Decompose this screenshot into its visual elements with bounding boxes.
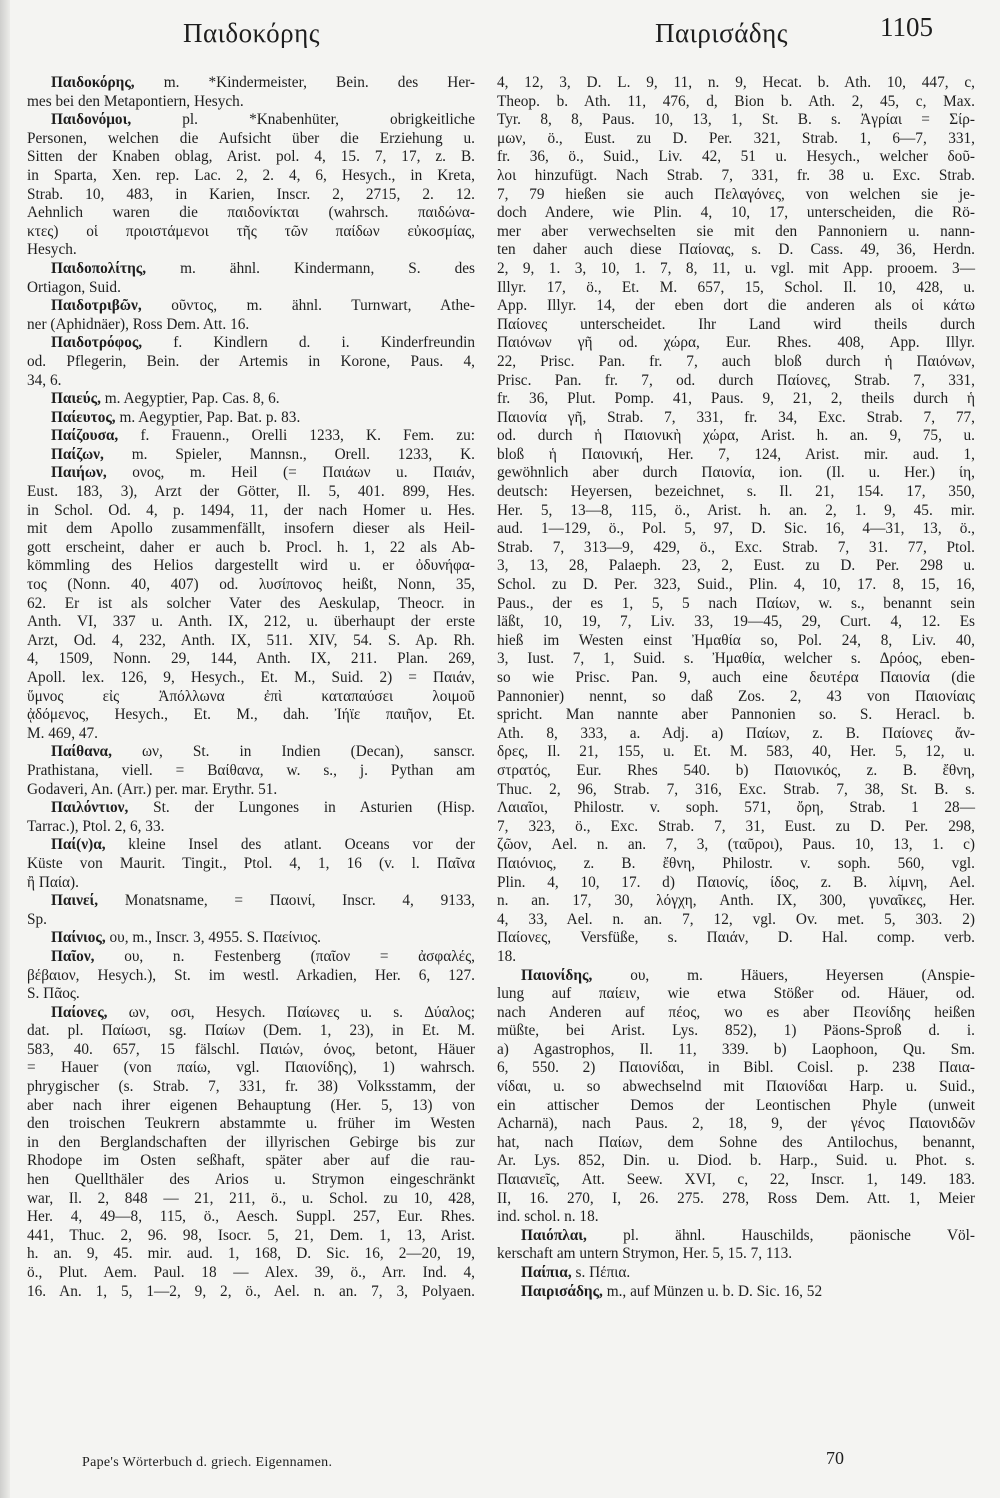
text-line xyxy=(27,1041,475,1060)
text-line xyxy=(27,93,475,112)
text-line xyxy=(497,1022,975,1041)
line-text: δρες, Il. 21, 155, u. Et. M. 583, 40, Her. 5, 12, u. xyxy=(497,743,975,761)
line-text: Küste von Maurit. Tingit., Ptol. 4, 1, 16 (v. l. Παῖνα xyxy=(27,854,475,872)
line-text: II, 16. 270, I, 26. 275. 278, Ross Dem. Att. 1, Meier xyxy=(497,1189,975,1207)
line-text: 18. xyxy=(497,947,517,965)
text-line xyxy=(497,483,975,502)
headword: Παιδοκόρης, xyxy=(51,74,135,91)
text-line xyxy=(27,725,475,744)
line-text: 34, 6. xyxy=(27,371,62,389)
text-line xyxy=(497,929,975,948)
headword: Παῖον, xyxy=(51,947,95,965)
line-text: od. durch ἡ Παιονικὴ χώρα, Arist. h. an. 9, 75, u. xyxy=(497,427,975,445)
line-text: Apoll. lex. 126, 9, Hesych., Et. M., Suid. 2) = Παιάν, xyxy=(27,669,475,686)
text-line xyxy=(27,1171,475,1190)
line-text: Παίονες, Versfüße, s. Παιάν, D. Hal. comp. verb. xyxy=(497,929,975,947)
text-line xyxy=(27,1245,475,1264)
text-line xyxy=(27,148,475,167)
text-line xyxy=(497,279,975,298)
line-text: 16. An. 1, 5, 1—2, 9, 2, ö., Ael. n. an. 7, 3, Polyaen. xyxy=(27,1282,475,1300)
line-text: ονος, m. Heil (= Παιάων u. Παιάν, xyxy=(106,464,475,482)
text-line xyxy=(497,799,975,818)
line-text: βέβαιον, Hesych.), St. im westl. Arkadien, Her. 6, 127. xyxy=(27,966,475,984)
line-text: phrygischer (s. Strab. 7, 331, fr. 38) Volksstamm, der xyxy=(27,1078,475,1096)
headword: Παιδοτριβῶν, xyxy=(51,297,142,315)
text-line xyxy=(497,892,975,911)
text-line xyxy=(27,204,475,223)
line-text: Paus., der es 1, 5, 5 nach Παίων, w. s., benannt sein xyxy=(497,594,975,612)
line-text: kerschaft am untern Strymon, Her. 5, 15. 7, 113. xyxy=(497,1245,793,1263)
headword: Παίζων, xyxy=(51,445,104,463)
text-line xyxy=(497,1171,975,1190)
text-line xyxy=(497,650,975,669)
text-line xyxy=(27,632,475,651)
line-text: νίδαι, u. so abwechselnd mit Παιονίδαι Harp. u. Suid., xyxy=(497,1078,975,1096)
entry-start-line xyxy=(27,427,475,446)
text-line xyxy=(27,130,475,149)
running-head-right: Παιρισάδης xyxy=(655,18,788,48)
line-text: Plin. 4, 10, 17. d) Παιονίς, ίδος, z. B. λίμνη, Ael. xyxy=(497,873,975,891)
line-text: τος (Nonn. 40, 407) od. λυσίπονος heißt, Nonn, 35, xyxy=(27,576,475,594)
text-line xyxy=(27,1190,475,1209)
text-line xyxy=(27,781,475,800)
text-line xyxy=(497,781,975,800)
headword: Παιδοπολίτης, xyxy=(51,259,147,277)
line-text: läßt, 10, 19, 7, Liv. 33, 19—45, 29, Curt. 4, 12. Es xyxy=(497,613,975,631)
line-text: ner (Aphidnäer), Ross Dem. Att. 16. xyxy=(27,315,250,333)
text-line xyxy=(27,1208,475,1227)
line-text: Ortiagon, Suid. xyxy=(27,278,121,296)
text-line xyxy=(497,446,975,465)
text-line xyxy=(497,1041,975,1060)
text-line xyxy=(27,520,475,539)
line-text: Tyr. 8, 8, Paus. 10, 13, 1, St. B. s. Ἀγρίαι = Σίρ- xyxy=(497,111,975,129)
text-line xyxy=(27,502,475,521)
text-line xyxy=(27,279,475,298)
line-text: S. Πᾶος. xyxy=(27,985,80,1003)
text-line xyxy=(497,427,975,446)
text-line xyxy=(497,1152,975,1171)
text-line xyxy=(497,1190,975,1209)
entry-start-line xyxy=(27,446,475,465)
footer-book-title: Pape's Wörterbuch d. griech. Eigennamen. xyxy=(82,1455,333,1470)
line-text: στρατός, Eur. Rhes 540. b) Παιονικός, z. B. ἔθνη, xyxy=(497,761,975,779)
text-line xyxy=(497,576,975,595)
line-text: ᾀδόμενος, Hesych., Et. M., dah. Ἰήϊε παιῆον, Et. xyxy=(27,706,475,724)
line-text: so wie Prisc. Pan. 9, auch eine δευτέρα Παιονία (die xyxy=(497,669,975,686)
line-text: οῦντος, m. ähnl. Turnwart, Athe- xyxy=(141,297,475,315)
line-text: 4, 1509, Nonn. 29, 144, Anth. IX, 211. Plan. 269, xyxy=(27,650,475,668)
text-line xyxy=(497,1097,975,1116)
entry-start-line xyxy=(27,260,475,279)
text-line xyxy=(27,1227,475,1246)
line-text: ων, οσι, Hesych. Παίωνες u. s. Δύαλος; xyxy=(107,1003,475,1021)
line-text: m. Spieler, Mannsn., Orell. 1233, K. xyxy=(103,445,475,463)
line-text: Prathistana, viell. = Βαίθανα, w. s., j. Pythan am xyxy=(27,761,475,779)
text-line xyxy=(27,372,475,391)
text-line xyxy=(27,576,475,595)
line-text: in den Berglandschaften der illyrischen Gebirge bis zur xyxy=(27,1133,475,1151)
line-text: h. an. 9, 45. mir. aud. 1, 168, D. Sic. 16, 2—20, 19, xyxy=(27,1245,475,1263)
text-line xyxy=(497,167,975,186)
headword: Παιδονόμοι, xyxy=(51,111,132,129)
line-text: hieß im Westen einst Ἠμαθία so, Pol. 24, 8, Liv. 40, xyxy=(497,631,975,649)
text-line xyxy=(27,688,475,707)
line-text: den troischen Teukrern abstammte u. früher im Westen xyxy=(27,1115,475,1133)
headword: Παιρισάδης, xyxy=(521,1282,603,1300)
text-line xyxy=(27,1059,475,1078)
text-line xyxy=(497,409,975,428)
entry-start-line xyxy=(27,74,475,93)
text-line xyxy=(497,1078,975,1097)
line-text: a) Agastrophos, Il. 11, 339. b) Laophoon, Qu. Sm. xyxy=(497,1040,975,1058)
line-text: ου, n. Festenberg (παῖον = ἀσφαλές, xyxy=(94,947,475,965)
headword: Παιήων, xyxy=(51,464,107,482)
text-line xyxy=(27,669,475,688)
line-text: 6, 550. 2) Παιονίδαι, in Bibl. Coisl. p. 238 Παια- xyxy=(497,1059,975,1077)
line-text: pl. ähnl. Hauschilds, päonische Völ- xyxy=(586,1226,975,1244)
line-text: s. Πέπια. xyxy=(571,1264,631,1281)
line-text: Tarrac.), Ptol. 2, 6, 33. xyxy=(27,817,165,835)
line-text: Παιονία γῆ, Strab. 7, 331, fr. 34, Exc. Strab. 7, 77, xyxy=(497,408,975,426)
line-text: Illyr. 17, ö., Et. M. 657, 15, Schol. Il. 10, 428, u. xyxy=(497,278,975,296)
line-text: 4, 12, 3, D. L. 9, 11, n. 9, Hecat. b. Ath. 10, 447, c, xyxy=(497,74,975,91)
line-text: mes bei den Metapontiern, Hesych. xyxy=(27,92,244,110)
text-line xyxy=(27,353,475,372)
line-text: 583, 40. 657, 15 fälschl. Παιών, όνος, betont, Häuer xyxy=(27,1040,475,1058)
text-line xyxy=(27,911,475,930)
text-line xyxy=(497,111,975,130)
line-text: doch Andere, wie Plin. 4, 10, 17, unterscheiden, die Rö- xyxy=(497,204,975,222)
text-line xyxy=(497,502,975,521)
text-line xyxy=(27,1152,475,1171)
line-text: Aehnlich waren die παιδονίκται (wahrsch. παιδώνα- xyxy=(27,204,475,222)
line-text: mit dem Apollo zusammenfällt, insofern dieser als Heil- xyxy=(27,520,475,538)
line-text: in Schol. Od. 4, p. 1494, 11, der nach Homer u. Hes. xyxy=(27,501,475,519)
entry-start-line xyxy=(27,464,475,483)
text-line xyxy=(497,186,975,205)
printer-signature-number: 70 xyxy=(826,1448,844,1468)
text-line xyxy=(497,613,975,632)
line-text: ἢ Παία). xyxy=(27,873,79,891)
text-line xyxy=(497,1004,975,1023)
text-line xyxy=(497,706,975,725)
line-text: κτες) οἱ προιστάμενοι τῆς τῶν παίδων εὐκοσμίας, xyxy=(27,222,475,240)
text-line xyxy=(497,316,975,335)
line-text: λοι hinzufügt. Nach Strab. 7, 331, fr. 38 u. Exc. Strab. xyxy=(497,166,975,184)
line-text: ων, St. in Indien (Decan), sanscr. xyxy=(111,743,475,761)
line-text: Παιόνιος, z. B. ἔθνη, Philostr. v. soph. 560, vgl. xyxy=(497,854,975,872)
text-line xyxy=(497,260,975,279)
text-line xyxy=(497,390,975,409)
line-text: ö., Plut. Aem. Paul. 18 — Alex. 39, ö., Arr. Ind. 4, xyxy=(27,1264,475,1281)
line-text: ten daher auch diese Παίονας, s. D. Cass. 49, 36, Herdn. xyxy=(497,241,975,259)
text-line xyxy=(497,1245,975,1264)
line-text: müßte, bei Arist. Lys. 852), 1) Päons-Sproß d. i. xyxy=(497,1022,975,1040)
headword: Παίθανα, xyxy=(51,743,112,761)
line-text: Personen, welchen die Aufsicht über die Erziehung u. xyxy=(27,129,475,147)
line-text: App. Illyr. 14, der eben dort die anderen als οἱ κάτω xyxy=(497,297,975,315)
text-line xyxy=(497,1115,975,1134)
line-text: Pannonier) nennt, so daß Zos. 2, 43 von Παιονίαις xyxy=(497,687,975,705)
text-line xyxy=(497,1134,975,1153)
entry-start-line xyxy=(27,297,475,316)
text-line xyxy=(497,762,975,781)
line-text: f. Kindlern d. i. Kinderfreundin xyxy=(142,334,475,352)
text-line xyxy=(497,669,975,688)
text-line xyxy=(27,1022,475,1041)
line-text: kleine Insel des atlant. Oceans vor der xyxy=(105,836,475,854)
line-text: hen Quellthäler des Arios u. Strymon eingeschränkt xyxy=(27,1171,475,1189)
text-line xyxy=(497,725,975,744)
line-text: Ath. 8, 333, a. Adj. a) Παίων, z. B. Παίονες ἄν- xyxy=(497,724,975,742)
line-text: 2, 9, 1. 3, 10, 1. 7, 8, 11, u. vgl. mit App. prooem. 3— xyxy=(497,259,975,277)
line-text: m. *Kindermeister, Bein. des Her- xyxy=(134,74,475,91)
line-text: 3, Iust. 7, 1, Suid. s. Ἠμαθία, welcher s. Δρόος, eben- xyxy=(497,650,975,668)
entry-start-line xyxy=(27,334,475,353)
line-text: Thuc. 2, 96, Strab. 7, 316, Exc. Strab. 7, 38, St. B. s. xyxy=(497,780,975,798)
line-text: Λαιαῖοι, Philostr. v. soph. 571, ὄρη, Strab. 1 28— xyxy=(497,799,975,817)
headword: Παίζουσα, xyxy=(51,427,119,445)
text-line xyxy=(497,130,975,149)
right-column xyxy=(497,74,975,1301)
text-line xyxy=(27,613,475,632)
text-line xyxy=(27,874,475,893)
line-text: Sitten der Knaben oblag, Arist. pol. 4, 15. 7, 17, z. B. xyxy=(27,148,475,166)
running-head-left: Παιδοκόρης xyxy=(183,18,320,48)
entry-start-line xyxy=(497,1283,975,1302)
text-line xyxy=(497,985,975,1004)
line-text: war, Il. 2, 848 — 21, 211, ö., u. Schol. zu 10, 428, xyxy=(27,1189,475,1207)
line-text: f. Frauenn., Orelli 1233, K. Fem. zu: xyxy=(118,427,475,445)
text-line xyxy=(497,818,975,837)
text-line xyxy=(27,241,475,260)
line-text: 7, 323, ö., Exc. Strab. 7, 31, Eust. zu D. Per. 298, xyxy=(497,817,975,835)
headword: Παινεί, xyxy=(51,892,99,910)
line-text: ind. schol. n. 18. xyxy=(497,1208,599,1226)
text-line xyxy=(497,743,975,762)
text-line xyxy=(27,650,475,669)
text-line xyxy=(27,1134,475,1153)
line-text: 3, 13, 28, Palaeph. 23, 2, Eust. zu D. Per. 298 u. xyxy=(497,557,975,575)
text-line xyxy=(27,223,475,242)
text-line xyxy=(27,1097,475,1116)
text-line xyxy=(497,595,975,614)
text-line xyxy=(27,316,475,335)
page-number: 1105 xyxy=(880,12,933,42)
line-text: 4, 33, Ael. n. an. 7, 12, vgl. Ov. met. 5, 303. 2) xyxy=(497,910,975,928)
line-text: Hesych. xyxy=(27,241,77,259)
entry-start-line xyxy=(27,409,475,428)
headword: Παί(ν)α, xyxy=(51,836,106,854)
line-text: deutsch: Heyersen, bezeichnet, s. Il. 21, 154. 17, 350, xyxy=(497,483,975,501)
line-text: 7, 79 hießen sie auch Πελαγόνες, von welchen sie je- xyxy=(497,185,975,203)
line-text: Godaveri, An. (Arr.) per. mar. Erythr. 51. xyxy=(27,780,278,798)
text-line xyxy=(497,334,975,353)
text-line xyxy=(497,297,975,316)
line-text: nach Anderen auf πέος, wo es aber Πεονίδης heißen xyxy=(497,1003,975,1021)
text-line xyxy=(27,595,475,614)
text-line xyxy=(497,148,975,167)
text-line xyxy=(497,241,975,260)
text-line xyxy=(27,483,475,502)
line-text: od. Pflegerin, Bein. der Artemis in Korone, Paus. 4, xyxy=(27,352,475,370)
text-line xyxy=(27,186,475,205)
line-text: Anth. VI, 337 u. Anth. IX, 212, u. überhaupt der erste xyxy=(27,613,475,631)
line-text: Strab. 10, 483, in Karien, Inscr. 2, 2715, 2. 12. xyxy=(27,185,475,203)
line-text: ein attischer Demos der Leontischen Phyle (unweit xyxy=(497,1096,975,1114)
text-line xyxy=(27,762,475,781)
entry-start-line xyxy=(27,948,475,967)
line-text: St. der Lungones in Asturien (Hisp. xyxy=(128,799,475,817)
text-line xyxy=(497,223,975,242)
line-text: Ar. Lys. 852, Din. u. Diod. b. Harp., Suid. u. Phot. s. xyxy=(497,1152,975,1170)
line-text: spricht. Man nannte aber Pannonien so. S. Heracl. b. xyxy=(497,706,975,724)
line-text: Παιανιεῖς, Att. Seew. XVI, c, 22, Inscr. 1, 149. 183. xyxy=(497,1171,975,1189)
text-line xyxy=(497,632,975,651)
line-text: fr. 36, Plut. Pomp. 41, Paus. 9, 21, 2, theils durch ἡ xyxy=(497,390,975,408)
line-text: 441, Thuc. 2, 96. 98, Isocr. 5, 21, Dem. 1, 13, Arist. xyxy=(27,1226,475,1244)
line-text: Sp. xyxy=(27,910,47,928)
line-text: n. an. 17, 30, λόγχη, Anth. IX, 300, γυναῖκες, Her. xyxy=(497,892,975,910)
line-text: lung auf παίειν, wie etwa Stößer od. Häuer, od. xyxy=(497,985,975,1003)
line-text: ου, m. Häuers, Heyersen (Anspie- xyxy=(592,966,975,984)
entry-start-line xyxy=(27,111,475,130)
entry-start-line xyxy=(27,743,475,762)
entry-start-line xyxy=(27,892,475,911)
text-line xyxy=(497,204,975,223)
line-text: Παίονες unterscheidet. Ihr Land wird theils durch xyxy=(497,315,975,333)
line-text: bloß ἡ Παιονική, Her. 7, 124, Arist. mir. aud. 1, xyxy=(497,445,975,463)
line-text: Strab. 7, 313—9, 429, ö., Exc. Strab. 7, 31. 77, Ptol. xyxy=(497,538,975,556)
headword: Παίνιος, xyxy=(51,929,106,947)
line-text: gewöhnlich aber durch Παιονία, ion. (Il. u. Her.) ίη, xyxy=(497,464,975,482)
line-text: ου, m., Inscr. 3, 4955. S. Παείνιος. xyxy=(105,929,321,947)
text-line xyxy=(27,855,475,874)
line-text: ὕμνος εἰς Ἀπόλλωνα ἐπὶ καταπαύσει λοιμοῦ xyxy=(27,687,475,705)
headword: Παιλόντιον, xyxy=(51,799,129,817)
entry-start-line xyxy=(27,390,475,409)
text-line xyxy=(497,93,975,112)
text-line xyxy=(497,1059,975,1078)
entry-start-line xyxy=(27,1004,475,1023)
line-text: Acharnä), nach Paus. 2, 18, 9, der γένος Παιονιδῶν xyxy=(497,1115,975,1133)
headword: Παιδοτρόφος, xyxy=(51,334,143,352)
headword: Παιονίδης, xyxy=(521,966,593,984)
line-text: Her. 4, 49—8, 115, ö., Aesch. Suppl. 257, Eur. Rhes. xyxy=(27,1208,475,1226)
text-line xyxy=(27,706,475,725)
line-text: dat. pl. Παίωσι, sg. Παίων (Dem. 1, 23), in Et. M. xyxy=(27,1022,475,1040)
text-line xyxy=(27,1264,475,1283)
text-line xyxy=(497,539,975,558)
text-line xyxy=(497,74,975,93)
line-text: fr. 36, ö., Suid., Liv. 42, 51 u. Hesych., welcher δοῦ- xyxy=(497,148,975,166)
line-text: 62. Er ist als solcher Vater des Aeskulap, Theocr. in xyxy=(27,594,475,612)
left-column xyxy=(27,74,475,1301)
line-text: ζῶον, Ael. n. an. 7, 3, (ταῦροι), Paus. 10, 13, 1. c) xyxy=(497,836,975,854)
text-line xyxy=(497,874,975,893)
text-line xyxy=(27,818,475,837)
line-text: m. Aegyptier, Pap. Cas. 8, 6. xyxy=(100,390,280,408)
text-line xyxy=(27,985,475,1004)
line-text: Her. 5, 13—8, 115, ö., Arist. h. an. 2, 1. 9, 45. mir. xyxy=(497,501,975,519)
line-text: μων, ö., Eust. zu D. Per. 321, Strab. 1, 6—7, 331, xyxy=(497,129,975,147)
entry-start-line xyxy=(27,836,475,855)
headword: Παίευτος, xyxy=(51,408,116,426)
text-line xyxy=(27,967,475,986)
text-line xyxy=(497,372,975,391)
line-text: Rhodope im Osten seßhaft, später aber auf die rau- xyxy=(27,1152,475,1170)
entry-start-line xyxy=(497,1264,975,1283)
line-text: M. 469, 47. xyxy=(27,724,98,742)
line-text: m., auf Münzen u. b. D. Sic. 16, 52 xyxy=(602,1282,823,1300)
line-text: Prisc. Pan. fr. 7, od. durch Παίονες, Strab. 7, 331, xyxy=(497,371,975,389)
entry-start-line xyxy=(27,799,475,818)
text-line xyxy=(27,557,475,576)
line-text: m. Aegyptier, Pap. Bat. p. 83. xyxy=(115,408,301,426)
line-text: in Sparta, Xen. rep. Lac. 2, 2. 4, 6, Hesych., in Kreta, xyxy=(27,166,475,184)
text-line xyxy=(497,353,975,372)
headword: Παίπια, xyxy=(521,1264,572,1281)
line-text: = Hauer (von παίω, vgl. Παιονίδης), 1) wahrsch. xyxy=(27,1059,475,1077)
text-line xyxy=(497,464,975,483)
text-line xyxy=(497,911,975,930)
text-line xyxy=(497,520,975,539)
text-line xyxy=(497,948,975,967)
text-line xyxy=(27,1078,475,1097)
line-text: 22, Prisc. Pan. fr. 7, auch bloß durch ἡ Παιόνων, xyxy=(497,352,975,370)
line-text: Παιόνων γῆ od. χώρα, Eur. Rhes. 408, App. Illyr. xyxy=(497,334,975,352)
entry-start-line xyxy=(497,1227,975,1246)
text-line xyxy=(27,167,475,186)
text-line xyxy=(27,1115,475,1134)
line-text: kömmling des Helios dargestellt wird u. er ὀδυνήφα- xyxy=(27,557,475,575)
headword: Παιεύς, xyxy=(51,390,101,408)
text-line xyxy=(27,539,475,558)
text-line xyxy=(27,1283,475,1302)
text-line xyxy=(497,557,975,576)
line-text: aud. 1—129, ö., Pol. 5, 97, D. Sic. 16, 4—31, 13, ö., xyxy=(497,520,975,538)
text-line xyxy=(497,855,975,874)
line-text: Monatsname, = Παοινί, Inscr. 4, 9133, xyxy=(98,892,475,910)
line-text: aber nach ihrer eigenen Behauptung (Her. 5, 13) von xyxy=(27,1096,475,1114)
line-text: mer aber verwechselten sie mit den Pannoniern u. nann- xyxy=(497,222,975,240)
line-text: gott erscheint, daher er auch b. Procl. h. 1, 22 als Ab- xyxy=(27,538,475,556)
line-text: Arzt, Od. 4, 232, Anth. IX, 511. XIV, 54. S. Ap. Rh. xyxy=(27,631,475,649)
headword: Παίονες, xyxy=(51,1003,108,1021)
text-line xyxy=(497,688,975,707)
line-text: Eust. 183, 3), Arzt der Götter, Il. 5, 401. 899, Hes. xyxy=(27,483,475,501)
line-text: pl. *Knabenhüter, obrigkeitliche xyxy=(131,111,475,129)
line-text: hat, nach Παίων, dem Sohne des Antilochus, benannt, xyxy=(497,1133,975,1151)
line-text: Schol. zu D. Per. 323, Suid., Plin. 4, 10, 17. 8, 15, 16, xyxy=(497,576,975,594)
entry-start-line xyxy=(27,929,475,948)
line-text: Theop. b. Ath. 11, 476, d, Bion b. Ath. 2, 45, c, Max. xyxy=(497,92,975,110)
page-edge-shadow xyxy=(0,0,10,1498)
headword: Παιόπλαι, xyxy=(521,1226,587,1244)
text-line xyxy=(497,836,975,855)
text-line xyxy=(497,1208,975,1227)
line-text: m. ähnl. Kindermann, S. des xyxy=(146,259,475,277)
entry-start-line xyxy=(497,967,975,986)
